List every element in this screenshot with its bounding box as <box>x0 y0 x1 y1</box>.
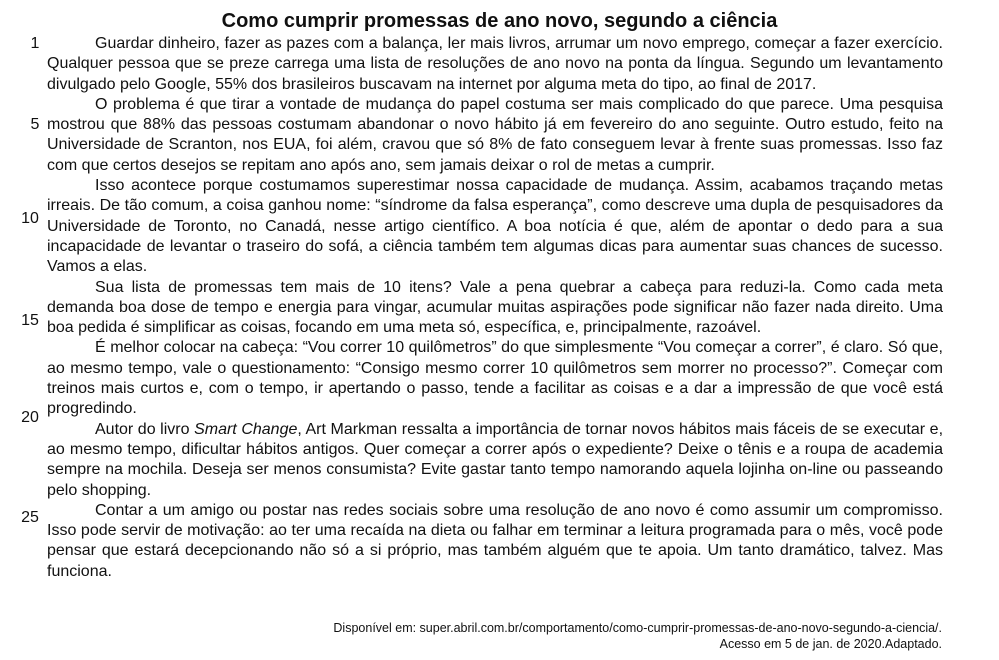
paragraph-7: Contar a um amigo ou postar nas redes sociais sobre uma resolução de ano novo é como assumir um compromisso. Isso pode servir de motivação: ao ter uma recaída na dieta ou falhar em terminar a leitura programada para o mês, você pode pensar que estará decepcionando não só a si próprio, mas também alguém que te apoia. Um tanto dramático, talvez. Mas funciona. <box>47 501 943 580</box>
article-body <box>47 34 943 582</box>
book-title: Smart Change <box>194 420 298 438</box>
paragraph-1: Guardar dinheiro, fazer as pazes com a balança, ler mais livros, arrumar um novo emprego, começar a fazer exercício. Qualquer pessoa que se preze carrega uma lista de resoluções de ano novo na ponta da língua. Segundo um levantamento divulgado pelo Google, 55% dos brasileiros buscavam na internet por alguma meta do tipo, ao final de 2017. <box>47 35 943 93</box>
line-number-1: 1 <box>30 35 40 52</box>
paragraph-2: O problema é que tirar a vontade de mudança do papel costuma ser mais complicado do que parece. Uma pesquisa mostrou que 88% das pessoas costumam abandonar o novo hábito já em fevereiro do ano seguinte. Outro estudo, feito na Universidade de Scranton, nos EUA, foi além, cravou que só 8% de fato conseguem levar à frente suas promessas. Isso faz com que certos desejos se repitam ano após ano, sem jamais deixar o rol de metas a cumprir. <box>47 95 943 174</box>
source-url: Disponível em: super.abril.com.br/comportamento/como-cumprir-promessas-de-ano-novo-segundo-a-ciencia/. <box>333 621 942 635</box>
line-number-25: 25 <box>21 509 39 526</box>
paragraph-6 <box>47 420 943 501</box>
line-number-20: 20 <box>21 409 39 426</box>
article-title: Como cumprir promessas de ano novo, segundo a ciência <box>221 10 778 32</box>
paragraph-4: Sua lista de promessas tem mais de 10 itens? Vale a pena quebrar a cabeça para reduzi-la. Como cada meta demanda boa dose de tempo e energia para vingar, acumular muitas aspirações pode significar não fazer nada direito. Uma boa pedida é simplificar as coisas, focando em uma meta só, específica, e, principalmente, razoável. <box>47 278 943 337</box>
source-access-date: Acesso em 5 de jan. de 2020.Adaptado. <box>719 637 942 651</box>
line-number-10: 10 <box>21 210 39 227</box>
line-number-15: 15 <box>21 312 39 329</box>
paragraph-3: Isso acontece porque costumamos superestimar nossa capacidade de mudança. Assim, acabamos traçando metas irreais. De tão comum, a coisa ganhou nome: “síndrome da falsa esperança”, como descreve uma dupla de pesquisadores da Universidade de Toronto, no Canadá, nesse artigo científico. A boa notícia é que, além de apontar o dedo para a sua incapacidade de levantar o traseiro do sofá, a ciência também tem algumas dicas para aumentar suas chances de sucesso. Vamos a elas. <box>47 177 943 276</box>
paragraph-6-rest: , Art Markman ressalta a importância de tornar novos hábitos mais fáceis de se executar e, ao mesmo tempo, dificultar hábitos antigos. Quer começar a correr após o expediente? Deixe o tênis e a roupa de academia sempre na mochila. Deseja ser menos consumista? Evite gastar tanto tempo namorando aquela lojinha on-line ou passeando pelo shopping. <box>47 420 944 499</box>
paragraph-5: É melhor colocar na cabeça: “Vou correr 10 quilômetros” do que simplesmente “Vou começar a correr”, é claro. Só que, ao mesmo tempo, vale o questionamento: “Consigo mesmo correr 10 quilômetros sem morrer no processo?”. Começar com treinos mais curtos e, com o tempo, ir apertando o passo, tende a facilitar as coisas e a dar a impressão de que você está progredindo. <box>47 339 943 418</box>
source-citation <box>333 620 942 652</box>
line-number-5: 5 <box>30 116 40 133</box>
paragraph-6-start: Autor do livro <box>95 420 195 438</box>
